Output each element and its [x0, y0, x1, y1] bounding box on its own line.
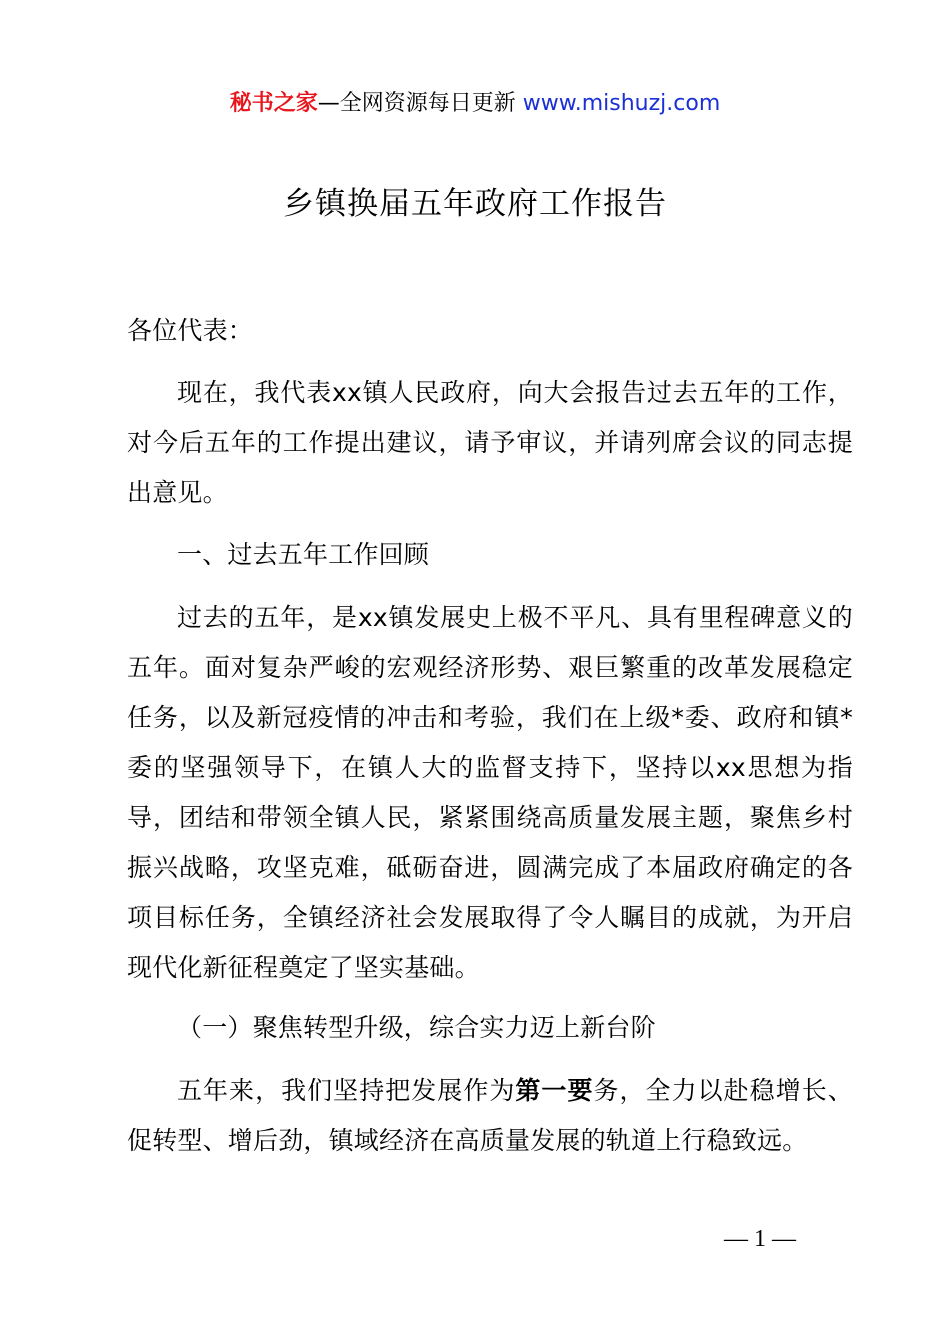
review-paragraph: 过去的五年，是xx镇发展史上极不平凡、具有里程碑意义的五年。面对复杂严峻的宏观经济形势、艰巨繁重的改革发展稳定任务，以及新冠疫情的冲击和考验，我们在上级*委、政府和镇*委的坚强领导下，在镇人大的监督支持下，坚持以xx思想为指导，团结和带领全镇人民，紧紧围绕高质量发展主题，聚焦乡村振兴战略，攻坚克难，砥砺奋进，圆满完成了本届政府确定的各项目标任务，全镇经济社会发展取得了令人瞩目的成就，为开启现代化新征程奠定了坚实基础。 — [127, 603, 853, 982]
brand-name: 秘书之家 — [229, 91, 318, 116]
intro-paragraph: 现在，我代表xx镇人民政府，向大会报告过去五年的工作，对今后五年的工作提出建议，请予审议，并请列席会议的同志提出意见。 — [127, 378, 853, 507]
page-number: — 1 — — [724, 1226, 796, 1252]
subsection-heading-transformation: （一）聚焦转型升级，综合实力迈上新台阶 — [177, 1013, 656, 1042]
header-tagline: —全网资源每日更新 — [317, 91, 523, 116]
paragraph-text-end: 务，全力以赴稳增长、促转型、增后劲，镇域经济在高质量发展的轨道上行稳致远。 — [127, 1076, 853, 1155]
document-title: 乡镇换届五年政府工作报告 — [283, 186, 667, 222]
site-url-link[interactable]: www.mishuzj.com — [522, 91, 721, 116]
site-header — [0, 88, 950, 120]
salutation: 各位代表： — [127, 316, 254, 345]
paragraph-text-start: 五年来，我们坚持把发展作为 — [177, 1076, 516, 1105]
emphasized-text: 第一要 — [515, 1076, 594, 1105]
transformation-paragraph — [127, 1066, 853, 1166]
section-heading-review: 一、过去五年工作回顾 — [177, 540, 430, 569]
